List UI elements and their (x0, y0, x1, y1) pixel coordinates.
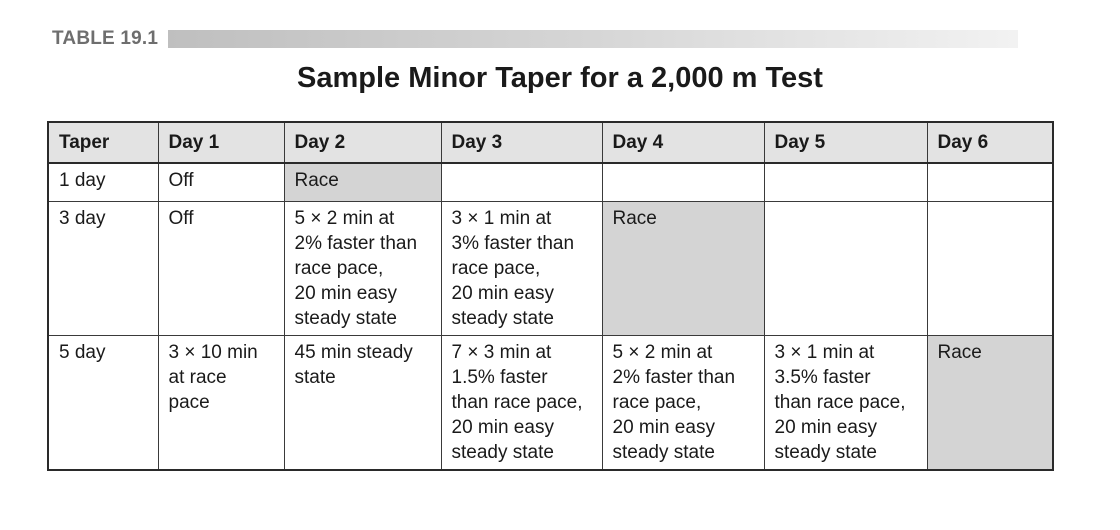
day-cell (764, 201, 927, 335)
day-cell: Off (158, 201, 284, 335)
day-cell: Off (158, 163, 284, 201)
day-cell: 45 min steady state (284, 335, 441, 470)
column-header-day-2: Day 2 (284, 122, 441, 163)
day-cell (764, 163, 927, 201)
race-cell: Race (927, 335, 1053, 470)
table-header-row (52, 28, 1018, 50)
day-cell: 3 × 1 min at 3.5% faster than race pace, 20 min easy steady state (764, 335, 927, 470)
table-label-bar (168, 30, 1018, 48)
column-header-day-1: Day 1 (158, 122, 284, 163)
table-row (48, 163, 1053, 201)
day-cell: 5 × 2 min at 2% faster than race pace, 20 min easy steady state (284, 201, 441, 335)
day-cell (602, 163, 764, 201)
day-cell: 5 × 2 min at 2% faster than race pace, 20 min easy steady state (602, 335, 764, 470)
day-cell (441, 163, 602, 201)
taper-table (47, 121, 1054, 471)
day-cell (927, 201, 1053, 335)
day-cell (927, 163, 1053, 201)
taper-cell: 3 day (48, 201, 158, 335)
column-header-day-6: Day 6 (927, 122, 1053, 163)
column-header-day-3: Day 3 (441, 122, 602, 163)
header-row (48, 122, 1053, 163)
table-title: Sample Minor Taper for a 2,000 m Test (297, 62, 823, 94)
day-cell: 7 × 3 min at 1.5% faster than race pace, 20 min easy steady state (441, 335, 602, 470)
table-row (48, 201, 1053, 335)
column-header-taper: Taper (48, 122, 158, 163)
day-cell: 3 × 1 min at 3% faster than race pace, 20 min easy steady state (441, 201, 602, 335)
race-cell: Race (284, 163, 441, 201)
taper-cell: 5 day (48, 335, 158, 470)
column-header-day-4: Day 4 (602, 122, 764, 163)
race-cell: Race (602, 201, 764, 335)
table-row (48, 335, 1053, 470)
taper-cell: 1 day (48, 163, 158, 201)
table-number-label: TABLE 19.1 (52, 28, 159, 49)
day-cell: 3 × 10 min at race pace (158, 335, 284, 470)
column-header-day-5: Day 5 (764, 122, 927, 163)
